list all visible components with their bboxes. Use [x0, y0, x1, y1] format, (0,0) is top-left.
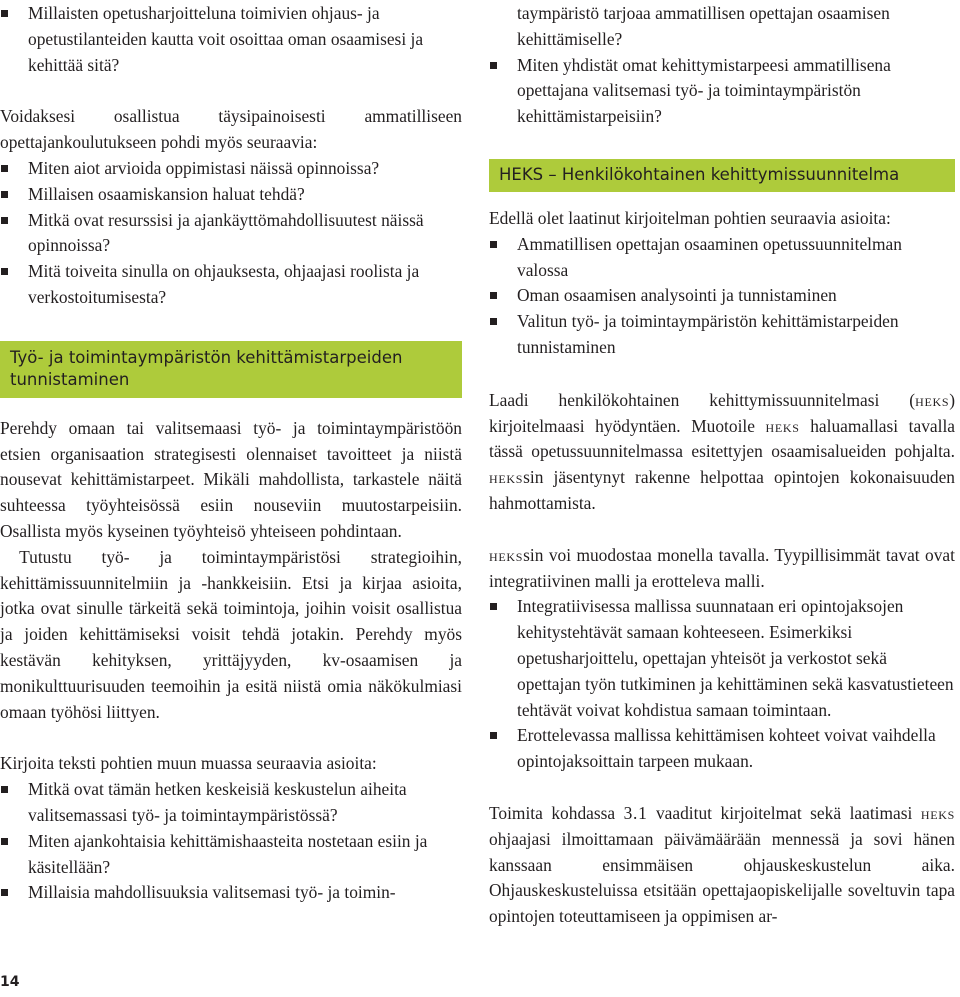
section-heading: Työ- ja toimintaympäristön kehittämistarpeiden tunnistaminen — [10, 347, 403, 389]
list-item: Mitkä ovat tämän hetken keskeisiä keskustelun aiheita valitsemassasi työ- ja toimintaympäristössä? — [0, 777, 462, 829]
list-item: Miten yhdistät omat kehittymistarpeesi ammatillisena opettajana valitsemasi työ- ja toimintaympäristön kehittämistarpeisiin? — [489, 53, 955, 130]
heks-bullets — [489, 232, 955, 361]
continued-bullet: taympäristö tarjoaa ammatillisen opettajan osaamisen kehittämiselle? — [517, 3, 890, 49]
heks-abbr: heks — [920, 802, 956, 823]
toimita-paragraph: Toimita kohdassa 3.1 vaaditut kirjoitelmat sekä laatimasi heks ohjaajasi ilmoittamaan päivämäärään mennessä ja sovi hänen kanssaan ensimmäisen ohjauskeskustelun aika. Ohjauskeskusteluissa etsitään opettajaopiskelijalle soveltuvin tapa opintojen toteuttamiseen ja oppimisen ar- — [489, 802, 956, 927]
heks-abbr: heks — [489, 467, 524, 488]
write-intro: Kirjoita teksti pohtien muun muassa seuraavia asioita: — [0, 753, 377, 774]
list-item: Millaisia mahdollisuuksia valitsemasi työ- ja toimin- — [0, 880, 462, 906]
right-top-bullets — [489, 53, 955, 130]
heks-abbr: heks — [489, 544, 524, 565]
list-item: Miten ajankohtaisia kehittämishaasteita nostetaan esiin ja käsitellään? — [0, 829, 462, 881]
heks-heading-box — [489, 159, 955, 192]
page-number: 14 — [0, 974, 20, 990]
list-item: Ammatillisen opettajan osaaminen opetussuunnitelman valossa — [489, 232, 955, 284]
model-bullets — [489, 594, 955, 775]
list-item: Mitä toiveita sinulla on ohjauksesta, ohjaajasi roolista ja verkostoitumisesta? — [0, 259, 462, 311]
list-item: Erottelevassa mallissa kehittämisen kohteet voivat vaihdella opintojaksoittain tarpeen mukaan. — [489, 723, 955, 775]
heks-heading: HEKS – Henkilökohtainen kehittymissuunnitelma — [499, 164, 900, 184]
write-bullets — [0, 777, 462, 906]
paragraph: Tutustu työ- ja toimintaympäristösi strategioihin, kehittämissuunnitelmiin ja -hankkeisiin. Etsi ja kirjaa asioita, jotka ovat sinulle tärkeitä sekä toimintoja, joihin voisit osallistua ja joiden kehittämiseksi voisit tehdä jotakin. Perehdy myös kestävän kehityksen, yrittäjyyden, kv-osaamisen ja monikulttuurisuuden teemoihin ja esitä niistä omia näkökulmiasi omaan työhösi liittyen. — [0, 546, 462, 722]
heks-abbr: heks — [765, 415, 800, 436]
list-item: Millaisten opetusharjoitteluna toimivien ohjaus- ja opetustilanteiden kautta voit osoittaa oman osaamisesi ja kehittää sitä? — [0, 1, 462, 78]
list-item: Oman osaamisen analysointi ja tunnistaminen — [489, 283, 955, 309]
models-paragraph: hekssin voi muodostaa monella tavalla. Tyypillisimmät tavat ovat integratiivinen malli ja erotteleva malli. — [489, 544, 955, 591]
section-body — [0, 416, 462, 726]
list-item: Millaisen osaamiskansion haluat tehdä? — [0, 182, 462, 208]
section-heading-box — [0, 341, 462, 398]
list-item: Integratiivisessa mallissa suunnataan eri opintojaksojen kehitystehtävät samaan kohteeseen. Esimerkiksi opetusharjoittelu, opettajan yhteisöt ja verkostot sekä opettajan työn tutkiminen ja kehittäminen sekä kasvatustieteen tehtävät voivat kohdistua samaan toimintaan. — [489, 594, 955, 723]
section-number: 3.1 — [623, 802, 648, 823]
list-item: Mitkä ovat resurssisi ja ajankäyttömahdollisuutest näissä opinnoissa? — [0, 208, 462, 260]
heks-intro: Edellä olet laatinut kirjoitelman pohtien seuraavia asioita: — [489, 207, 891, 228]
heks-paragraph: Laadi henkilökohtainen kehittymissuunnitelmasi (heks) kirjoitelmaasi hyödyntäen. Muotoile heks haluamallasi tavalla tässä opetussuunnitelmassa esitettyjen osaamisalueiden pohjalta. hekssin jäsentynyt rakenne helpottaa opintojen kokonaisuuden hahmottamista. — [489, 389, 955, 513]
intro-paragraph: Voidaksesi osallistua täysipainoisesti ammatilliseen opettajankoulutukseen pohdi myös seuraavia: — [0, 106, 462, 153]
questions-list — [0, 156, 462, 311]
paragraph: Perehdy omaan tai valitsemaasi työ- ja toimintaympäristöön etsien organisaation strategisesti olennaiset tavoitteet ja niistä nousevat kehittämistarpeet. Mikäli mahdollista, tarkastele näitä suhteessa työyhteisössä esiin nouseviin muutostarpeisiin. Osallista myös kyseinen työyhteisö yhteiseen pohdintaan. — [0, 417, 462, 541]
right-column — [489, 0, 955, 930]
heks-abbr: heks — [915, 389, 950, 410]
list-item: Valitun työ- ja toimintaympäristön kehittämistarpeiden tunnistaminen — [489, 309, 955, 361]
list-item: Miten aiot arvioida oppimistasi näissä opinnoissa? — [0, 156, 462, 182]
left-column — [0, 0, 462, 906]
top-bullet-list — [0, 1, 462, 78]
